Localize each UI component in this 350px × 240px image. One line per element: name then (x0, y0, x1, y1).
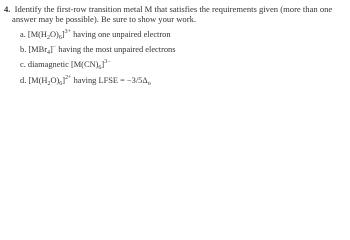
part-description: having one unpaired electron (71, 30, 171, 39)
part-letter: a. (20, 30, 26, 39)
complex-formula: [MBr$_4$]− (28, 44, 57, 56)
question-prompt-line-2: answer may be possible). Be sure to show your work. (12, 14, 197, 24)
document-page (0, 0, 350, 98)
part-c (20, 60, 111, 70)
complex-formula: $[M(H_2O)_6]^{2+}$ (28, 75, 72, 87)
question-text-line-2 (12, 14, 196, 24)
part-description: diamagnetic (27, 60, 71, 69)
part-d (20, 76, 151, 86)
question-prompt-line-1: Identify the first-row transition metal M that satisfies the requirements given (more than one (14, 4, 333, 14)
question-text-line-1 (4, 4, 332, 14)
complex-formula: $[M(H_2O)_6]^{3+}$ (27, 29, 72, 41)
part-description: having LFSE = −3/5Δ (71, 76, 148, 85)
complex-formula: $[M(CN)_6]^{3-}$ (70, 59, 111, 71)
part-a (20, 30, 171, 40)
part-description: having the most unpaired electrons (56, 45, 176, 54)
part-b (20, 45, 176, 55)
part-letter: c. (20, 60, 26, 69)
part-letter: d. (20, 76, 27, 85)
delta-subscript: o (147, 81, 151, 87)
question-number: 4. (4, 4, 11, 14)
part-letter: b. (20, 45, 27, 54)
